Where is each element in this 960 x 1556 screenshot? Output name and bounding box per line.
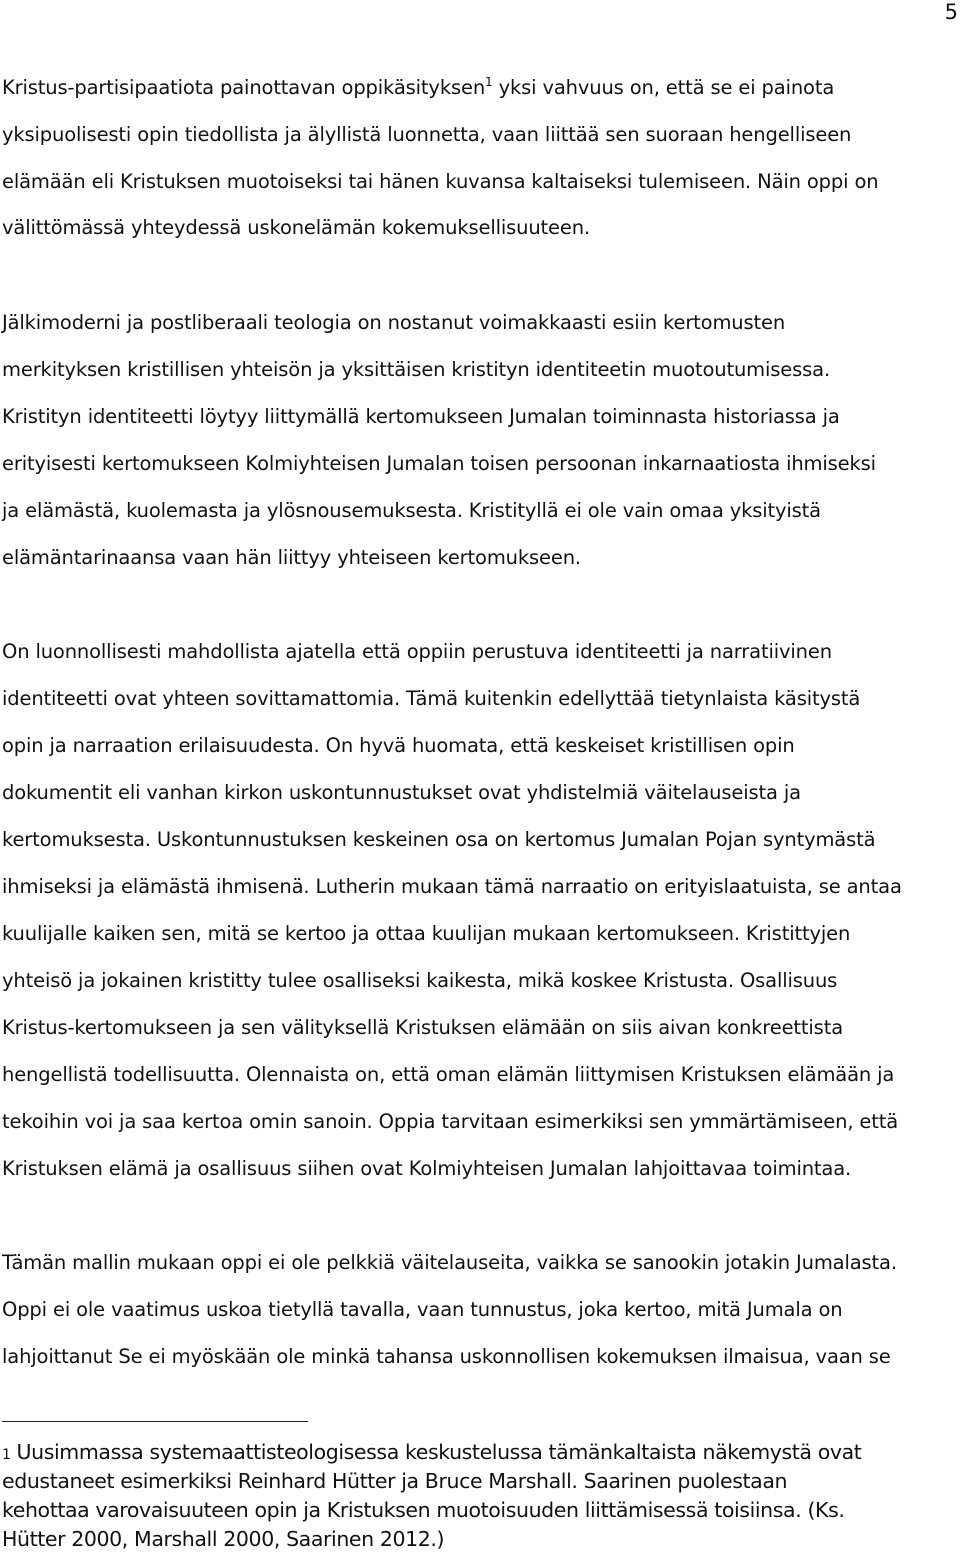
footnote-text: Uusimmassa systemaattisteologisessa keskustelussa tämänkaltaista näkemystä ovat: [16, 1440, 862, 1464]
paragraph-1-line-4: välittömässä yhteydessä uskonelämän kokemuksellisuuteen.: [2, 216, 591, 239]
paragraph-text: yksi vahvuus on, että se ei painota: [498, 76, 835, 99]
paragraph-3-line-11: tekoihin voi ja saa kertoa omin sanoin. Oppia tarvitaan esimerkiksi sen ymmärtämiseen, että: [2, 1110, 899, 1133]
paragraph-3-line-6: ihmiseksi ja elämästä ihmisenä. Lutherin mukaan tämä narraatio on erityislaatuista, se antaa: [2, 875, 902, 898]
footnote-line-3: kehottaa varovaisuuteen opin ja Kristuksen muotoisuuden liittämisessä toisiinsa. (Ks.: [2, 1498, 845, 1522]
paragraph-1-line-3: elämään eli Kristuksen muotoiseksi tai hänen kuvansa kaltaiseksi tulemiseen. Näin oppi on: [2, 170, 879, 193]
paragraph-4-line-1: Tämän mallin mukaan oppi ei ole pelkkiä väitelauseita, vaikka se sanookin jotakin Jumalasta.: [2, 1251, 897, 1274]
footnote-reference: 1: [485, 75, 493, 89]
paragraph-4-line-2: Oppi ei ole vaatimus uskoa tietyllä tavalla, vaan tunnustus, joka kertoo, mitä Jumala on: [2, 1298, 843, 1321]
paragraph-2-line-1: Jälkimoderni ja postliberaali teologia on nostanut voimakkaasti esiin kertomusten: [2, 311, 786, 334]
paragraph-2-line-3: Kristityn identiteetti löytyy liittymällä kertomukseen Jumalan toiminnasta historiassa ja: [2, 405, 840, 428]
footnote-marker: 1: [2, 1447, 11, 1463]
paragraph-4-line-3: lahjoittanut Se ei myöskään ole minkä tahansa uskonnollisen kokemuksen ilmaisua, vaan se: [2, 1345, 891, 1368]
paragraph-1-line-2: yksipuolisesti opin tiedollista ja älyllistä luonnetta, vaan liittää sen suoraan hengelliseen: [2, 123, 852, 146]
paragraph-3-line-2: identiteetti ovat yhteen sovittamattomia. Tämä kuitenkin edellyttää tietynlaista käsitystä: [2, 687, 861, 710]
paragraph-3-line-4: dokumentit eli vanhan kirkon uskontunnustukset ovat yhdistelmiä väitelauseista ja: [2, 781, 801, 804]
paragraph-text: Kristus-partisipaatiota painottavan oppikäsityksen: [2, 76, 486, 99]
paragraph-3-line-10: hengellistä todellisuutta. Olennaista on, että oman elämän liittymisen Kristuksen elämään ja: [2, 1063, 895, 1086]
paragraph-2-line-4: erityisesti kertomukseen Kolmiyhteisen Jumalan toisen persoonan inkarnaatiosta ihmiseksi: [2, 452, 876, 475]
footnote-separator: [2, 1421, 308, 1422]
footnote-line-1: [2, 1439, 861, 1468]
paragraph-3-line-9: Kristus-kertomukseen ja sen välityksellä Kristuksen elämään on siis aivan konkreettista: [2, 1016, 843, 1039]
paragraph-3-line-1: On luonnollisesti mahdollista ajatella että oppiin perustuva identiteetti ja narratiivinen: [2, 640, 832, 663]
paragraph-2-line-6: elämäntarinaansa vaan hän liittyy yhteiseen kertomukseen.: [2, 546, 581, 569]
paragraph-3-line-7: kuulijalle kaiken sen, mitä se kertoo ja ottaa kuulijan mukaan kertomukseen. Kristittyjen: [2, 922, 851, 945]
paragraph-3-line-8: yhteisö ja jokainen kristitty tulee osalliseksi kaikesta, mikä koskee Kristusta. Osallisuus: [2, 969, 838, 992]
page-number: 5: [944, 0, 958, 24]
paragraph-3-line-5: kertomuksesta. Uskontunnustuksen keskeinen osa on kertomus Jumalan Pojan syntymästä: [2, 828, 876, 851]
footnote-line-2: edustaneet esimerkiksi Reinhard Hütter ja Bruce Marshall. Saarinen puolestaan: [2, 1469, 788, 1493]
paragraph-2-line-2: merkityksen kristillisen yhteisön ja yksittäisen kristityn identiteetin muotoutumisessa.: [2, 358, 831, 381]
paragraph-3-line-12: Kristuksen elämä ja osallisuus siihen ovat Kolmiyhteisen Jumalan lahjoittavaa toimintaa.: [2, 1157, 852, 1180]
paragraph-1-line-1: [2, 76, 834, 100]
paragraph-3-line-3: opin ja narraation erilaisuudesta. On hyvä huomata, että keskeiset kristillisen opin: [2, 734, 795, 757]
paragraph-2-line-5: ja elämästä, kuolemasta ja ylösnousemuksesta. Kristityllä ei ole vain omaa yksityistä: [2, 499, 821, 522]
footnote-line-4: Hütter 2000, Marshall 2000, Saarinen 2012.): [2, 1527, 445, 1551]
